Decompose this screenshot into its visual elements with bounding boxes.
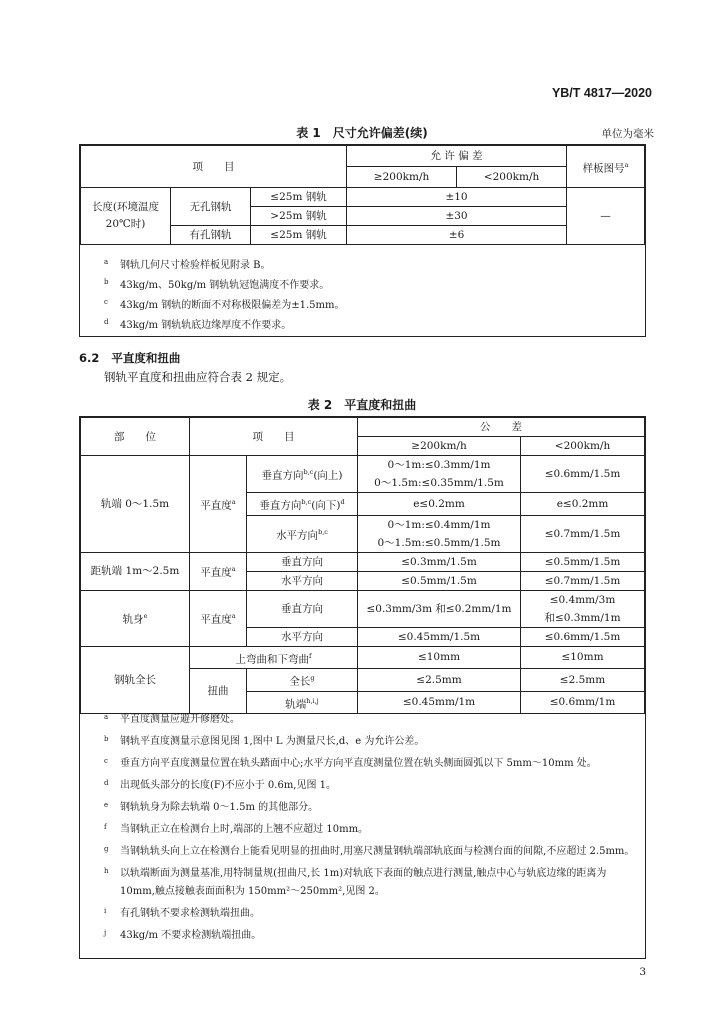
table2-header-part: 部 位 bbox=[81, 418, 190, 456]
table2-end-fast: ≤0.45mm/1m bbox=[358, 691, 521, 714]
table2-header-item: 项 目 bbox=[190, 418, 358, 456]
table2-notes bbox=[104, 711, 636, 945]
footnote: h 以轨端断面为测量基准,用特制量规(扭曲尺,长 1m)对轨底下表面的触点进行测量,触点中心与轨底边缘的距离为 10mm,触点接触表面面积为 150mm²～250mm²,见图 2。 bbox=[104, 867, 607, 897]
table1-row1-item: ≤25m 钢轨 bbox=[251, 188, 347, 207]
section-body: 钢轨平直度和扭曲应符合表 2 规定。 bbox=[104, 370, 292, 384]
table1-row3-value: ±6 bbox=[347, 226, 567, 245]
table1-nohole: 无孔钢轨 bbox=[171, 188, 251, 226]
table1-unit: 单位为毫米 bbox=[601, 128, 654, 140]
table1-length-label: 长度(环境温度 20℃时) bbox=[81, 188, 171, 245]
table2-body-label: 轨身$^e$ bbox=[81, 590, 190, 646]
table1-row3-item: ≤25m 钢轨 bbox=[251, 226, 347, 245]
table2 bbox=[80, 417, 645, 714]
table2-near-horiz-slow: ≤0.7mm/1.5m bbox=[521, 571, 645, 590]
table2-bend-fast: ≤10mm bbox=[358, 646, 521, 669]
table1-header-tolerance: 允 许 偏 差 bbox=[347, 146, 567, 167]
table2-near-label: 距轨端 1m～2.5m bbox=[81, 552, 190, 590]
table2-horiz-slow: ≤0.7mm/1.5m bbox=[521, 515, 645, 552]
table2-near-vert-slow: ≤0.5mm/1.5m bbox=[521, 552, 645, 571]
table2-vert-down-slow: e≤0.2mm bbox=[521, 493, 645, 516]
table1-caption: 表 1 尺寸允许偏差(续) bbox=[296, 126, 428, 140]
footnote: e 钢轨轨身为除去轨端 0～1.5m 的其他部分。 bbox=[104, 801, 319, 813]
footnote: i 有孔钢轨不要求检测轨端扭曲。 bbox=[104, 907, 260, 919]
table2-vert-up: 垂直方向$^{b,c}$(向上) bbox=[247, 456, 358, 493]
table2-horiz: 水平方向$^{b,c}$ bbox=[247, 515, 358, 552]
table2-body-vert-fast: ≤0.3mm/3m 和≤0.2mm/1m bbox=[358, 590, 521, 627]
footnote: j 43kg/m 不要求检测轨端扭曲。 bbox=[104, 929, 262, 941]
table1-header-item: 项 目 bbox=[81, 146, 347, 188]
footnote: a 钢轨几何尺寸检验样板见附录 B。 bbox=[104, 258, 271, 271]
table2-twist: 扭曲 bbox=[190, 669, 247, 714]
standard-number: YB/T 4817—2020 bbox=[551, 86, 652, 100]
table2-near-vert: 垂直方向 bbox=[247, 552, 358, 571]
table1-row2-value: ±30 bbox=[347, 207, 567, 226]
table2-flatness: 平直度$^a$ bbox=[190, 456, 247, 553]
table1-row2-item: >25m 钢轨 bbox=[251, 207, 347, 226]
table2-header-slow: <200km/h bbox=[521, 437, 645, 456]
table1-header-slow: <200km/h bbox=[457, 167, 567, 188]
table2-near-horiz: 水平方向 bbox=[247, 571, 358, 590]
table2-full-label: 钢轨全长 bbox=[81, 646, 190, 714]
page-number: 3 bbox=[639, 966, 646, 978]
table2-header-fast: ≥200km/h bbox=[358, 437, 521, 456]
table2-end: 轨端$^{h,i,j}$ bbox=[247, 691, 358, 714]
table2-bend-slow: ≤10mm bbox=[521, 646, 645, 669]
footnote: f 当钢轨正立在检测台上时,端部的上翘不应超过 10mm。 bbox=[104, 823, 369, 835]
table2-full: 全长$^g$ bbox=[247, 669, 358, 692]
table2-body-flatness: 平直度$^a$ bbox=[190, 590, 247, 646]
table2-near-flatness: 平直度$^a$ bbox=[190, 552, 247, 590]
table1-hole: 有孔钢轨 bbox=[171, 226, 251, 245]
footnote: c 垂直方向平直度测量位置在轨头踏面中心;水平方向平直度测量位置在轨头侧面圆弧以下 5mm～10mm 处。 bbox=[104, 757, 597, 769]
footnote: a 平直度测量应避开修磨处。 bbox=[104, 713, 240, 725]
table2-vert-down: 垂直方向$^{b,c}$(向下)$^d$ bbox=[247, 493, 358, 516]
table2-body-vert-slow: ≤0.4mm/3m 和≤0.3mm/1m bbox=[521, 590, 645, 627]
table1-row1-value: ±10 bbox=[347, 188, 567, 207]
table1-header-template: 样板图号$^a$ bbox=[567, 146, 645, 188]
table2-vert-down-fast: e≤0.2mm bbox=[358, 493, 521, 516]
table2-end-slow: ≤0.6mm/1m bbox=[521, 691, 645, 714]
footnote: b 钢轨平直度测量示意图见图 1,图中 L 为测量尺长,d、e 为允许公差。 bbox=[104, 735, 425, 747]
footnote: d 43kg/m 钢轨轨底边缘厚度不作要求。 bbox=[104, 318, 292, 331]
table2-body-horiz-slow: ≤0.6mm/1.5m bbox=[521, 627, 645, 646]
table2-horiz-fast: 0～1m:≤0.4mm/1m 0～1.5m:≤0.5mm/1.5m bbox=[358, 515, 521, 552]
footnote: b 43kg/m、50kg/m 钢轨轨冠饱满度不作要求。 bbox=[104, 278, 330, 291]
table1-notes bbox=[104, 256, 624, 336]
table2-header-tolerance: 公 差 bbox=[358, 418, 645, 437]
table1-header-fast: ≥200km/h bbox=[347, 167, 457, 188]
table2-end-label: 轨端 0～1.5m bbox=[81, 456, 190, 553]
table2-body-horiz-fast: ≤0.45mm/1.5m bbox=[358, 627, 521, 646]
table2-bend: 上弯曲和下弯曲$^f$ bbox=[190, 646, 358, 669]
table2-full-fast: ≤2.5mm bbox=[358, 669, 521, 692]
footnote: d 出现低头部分的长度(F)不应小于 0.6m,见图 1。 bbox=[104, 779, 337, 791]
footnote: g 当钢轨轨头向上立在检测台上能看见明显的扭曲时,用塞尺测量钢轨端部轨底面与检测台面的间隙,不应超过 2.5mm。 bbox=[104, 845, 635, 857]
table1-dash: — bbox=[567, 188, 645, 245]
table2-body-vert: 垂直方向 bbox=[247, 590, 358, 627]
table2-vert-up-fast: 0～1m:≤0.3mm/1m 0～1.5m:≤0.35mm/1.5m bbox=[358, 456, 521, 493]
table2-caption: 表 2 平直度和扭曲 bbox=[307, 398, 417, 412]
section-heading: 6.2 平直度和扭曲 bbox=[79, 351, 181, 365]
table2-near-vert-fast: ≤0.3mm/1.5m bbox=[358, 552, 521, 571]
table2-full-slow: ≤2.5mm bbox=[521, 669, 645, 692]
table2-body-horiz: 水平方向 bbox=[247, 627, 358, 646]
table1 bbox=[80, 145, 645, 245]
table2-near-horiz-fast: ≤0.5mm/1.5m bbox=[358, 571, 521, 590]
footnote: c 43kg/m 钢轨的断面不对称极限偏差为±1.5mm。 bbox=[104, 298, 345, 311]
table2-vert-up-slow: ≤0.6mm/1.5m bbox=[521, 456, 645, 493]
